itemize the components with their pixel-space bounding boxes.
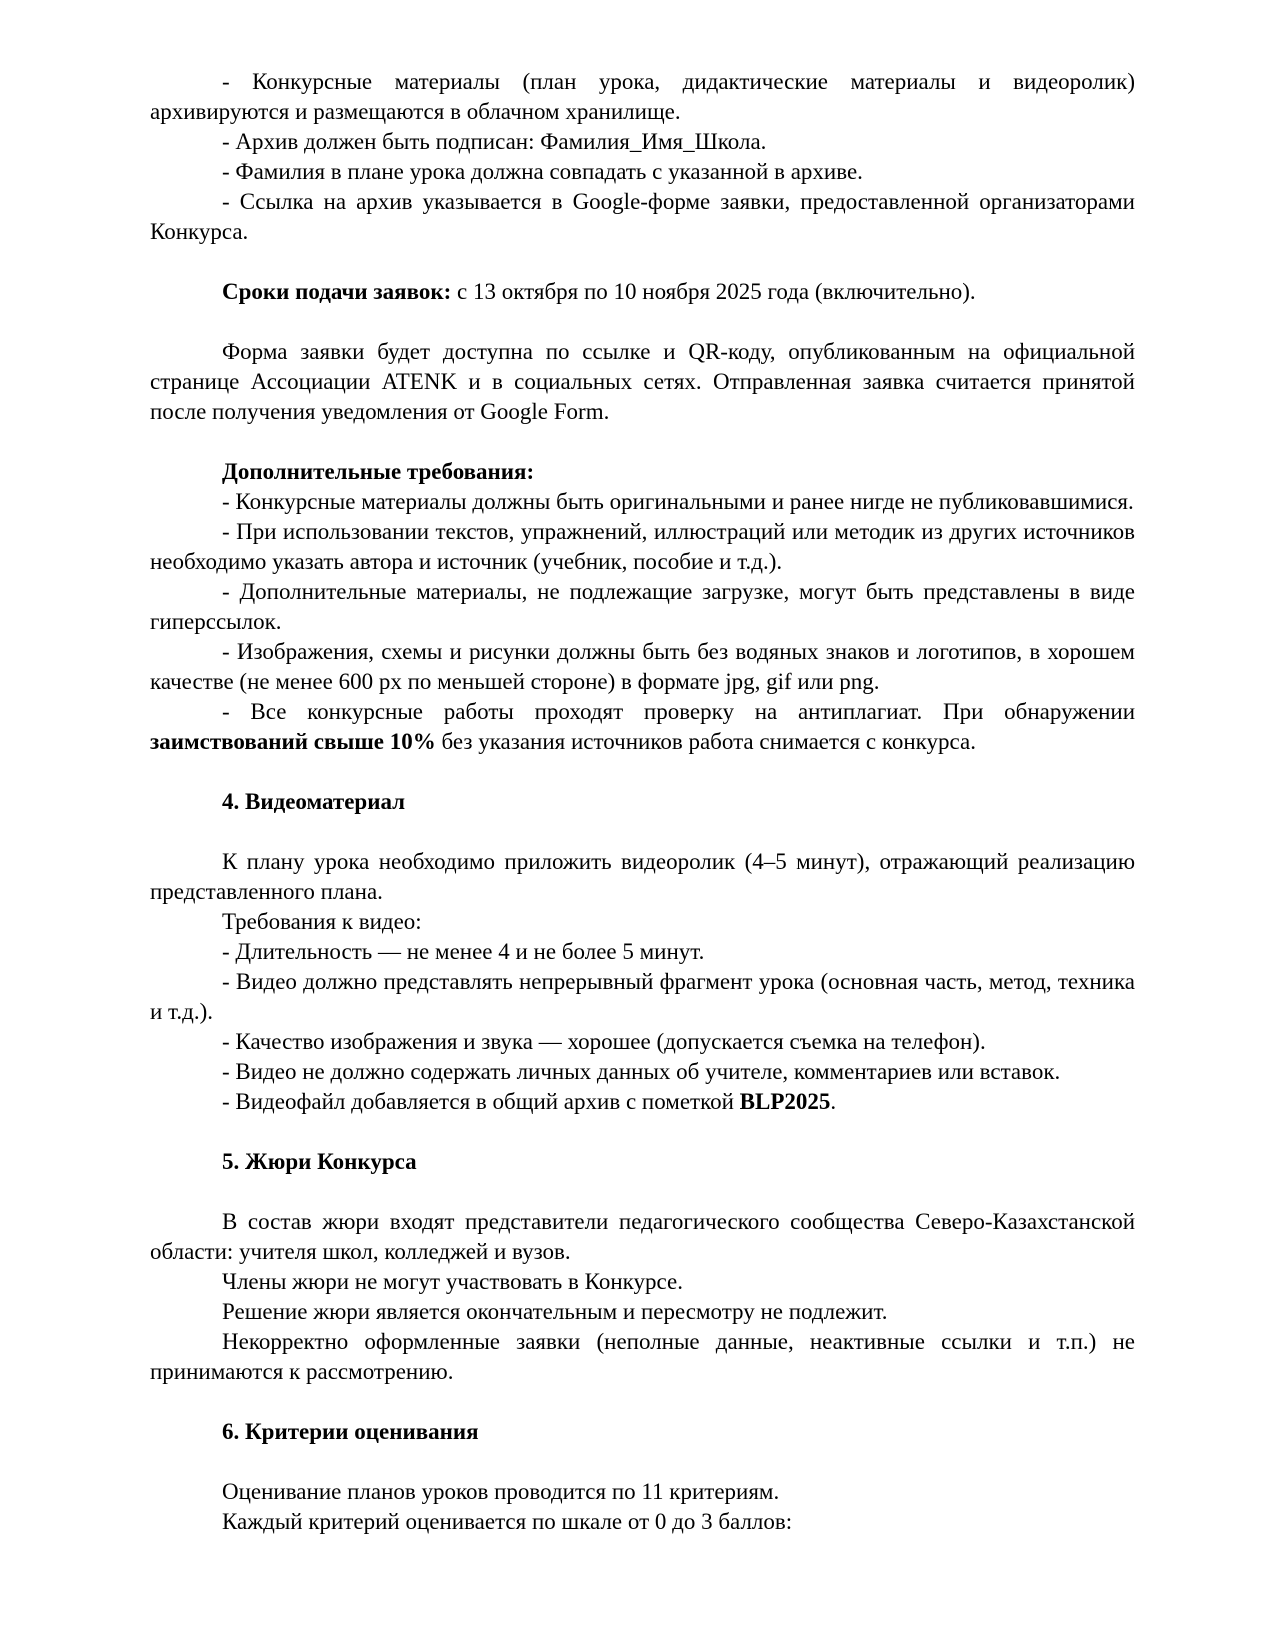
archive-rule-link: - Ссылка на архив указывается в Google-форме заявки, предоставленной организаторами Конкурса. <box>150 189 1135 244</box>
video-requirement-filename <box>150 1087 1135 1117</box>
additional-requirement-sources: - При использовании текстов, упражнений, иллюстраций или методик из других источников необходимо указать автора и источник (учебник, пособие и т.д.). <box>150 519 1135 574</box>
additional-requirement-hyperlinks: - Дополнительные материалы, не подлежащие загрузке, могут быть представлены в виде гиперссылок. <box>150 579 1135 634</box>
video-requirement-duration: - Длительность — не менее 4 и не более 5 минут. <box>222 939 705 964</box>
video-requirement-privacy: - Видео не должно содержать личных данных об учителе, комментариев или вставок. <box>222 1059 1061 1084</box>
deadline-paragraph <box>150 277 1135 307</box>
deadline-text: с 13 октября по 10 ноября 2025 года (включительно). <box>451 279 976 304</box>
archive-rule-materials: - Конкурсные материалы (план урока, дидактические материалы и видеоролик) архивируются и размещаются в облачном хранилище. <box>150 69 1135 124</box>
jury-membership-paragraph: Члены жюри не могут участвовать в Конкурсе. <box>222 1269 683 1294</box>
video-requirement-quality: - Качество изображения и звука — хорошее (допускается съемка на телефон). <box>222 1029 986 1054</box>
section-heading-jury: 5. Жюри Конкурса <box>222 1149 417 1174</box>
jury-invalid-applications-paragraph: Некорректно оформленные заявки (неполные данные, неактивные ссылки и т.п.) не принимаются к рассмотрению. <box>150 1329 1135 1384</box>
additional-requirements-heading: Дополнительные требования: <box>222 459 535 484</box>
jury-composition-paragraph: В состав жюри входят представители педагогического сообщества Северо-Казахстанской области: учителя школ, колледжей и вузов. <box>150 1209 1135 1264</box>
plagiarism-bold-threshold: заимствований свыше 10% <box>150 729 436 754</box>
criteria-count-paragraph: Оценивание планов уроков проводится по 11 критериям. <box>222 1479 780 1504</box>
jury-decision-paragraph: Решение жюри является окончательным и пересмотру не подлежит. <box>222 1299 888 1324</box>
additional-requirement-plagiarism <box>150 697 1135 757</box>
deadline-label: Сроки подачи заявок: <box>222 279 452 304</box>
section-heading-video: 4. Видеоматериал <box>222 789 406 814</box>
form-info-paragraph: Форма заявки будет доступна по ссылке и QR-коду, опубликованным на официальной странице Ассоциации ATENK и в социальных сетях. Отправленная заявка считается принятой после получения уведомления от Google Form. <box>150 339 1135 424</box>
archive-rule-surname: - Фамилия в плане урока должна совпадать с указанной в архиве. <box>222 159 863 184</box>
video-intro-paragraph: К плану урока необходимо приложить видеоролик (4–5 минут), отражающий реализацию представленного плана. <box>150 849 1135 904</box>
additional-requirement-originality: - Конкурсные материалы должны быть оригинальными и ранее нигде не публиковавшимися. <box>222 489 1134 514</box>
video-file-text-after: . <box>830 1089 837 1114</box>
video-file-tag: BLP2025 <box>739 1089 831 1114</box>
plagiarism-text-before: - Все конкурсные работы проходят проверку на антиплагиат. При обнаружении <box>222 699 1135 724</box>
video-requirements-label: Требования к видео: <box>222 909 422 934</box>
video-requirement-continuity: - Видео должно представлять непрерывный фрагмент урока (основная часть, метод, техника и т.д.). <box>150 969 1135 1024</box>
additional-requirement-images: - Изображения, схемы и рисунки должны быть без водяных знаков и логотипов, в хорошем качестве (не менее 600 px по меньшей стороне) в формате jpg, gif или png. <box>150 639 1135 694</box>
archive-rule-naming: - Архив должен быть подписан: Фамилия_Имя_Школа. <box>222 129 767 154</box>
video-file-text-before: - Видеофайл добавляется в общий архив с пометкой <box>222 1089 740 1114</box>
section-heading-criteria: 6. Критерии оценивания <box>222 1419 479 1444</box>
plagiarism-text-after: без указания источников работа снимается с конкурса. <box>435 729 976 754</box>
criteria-scale-paragraph: Каждый критерий оценивается по шкале от 0 до 3 баллов: <box>222 1509 793 1534</box>
